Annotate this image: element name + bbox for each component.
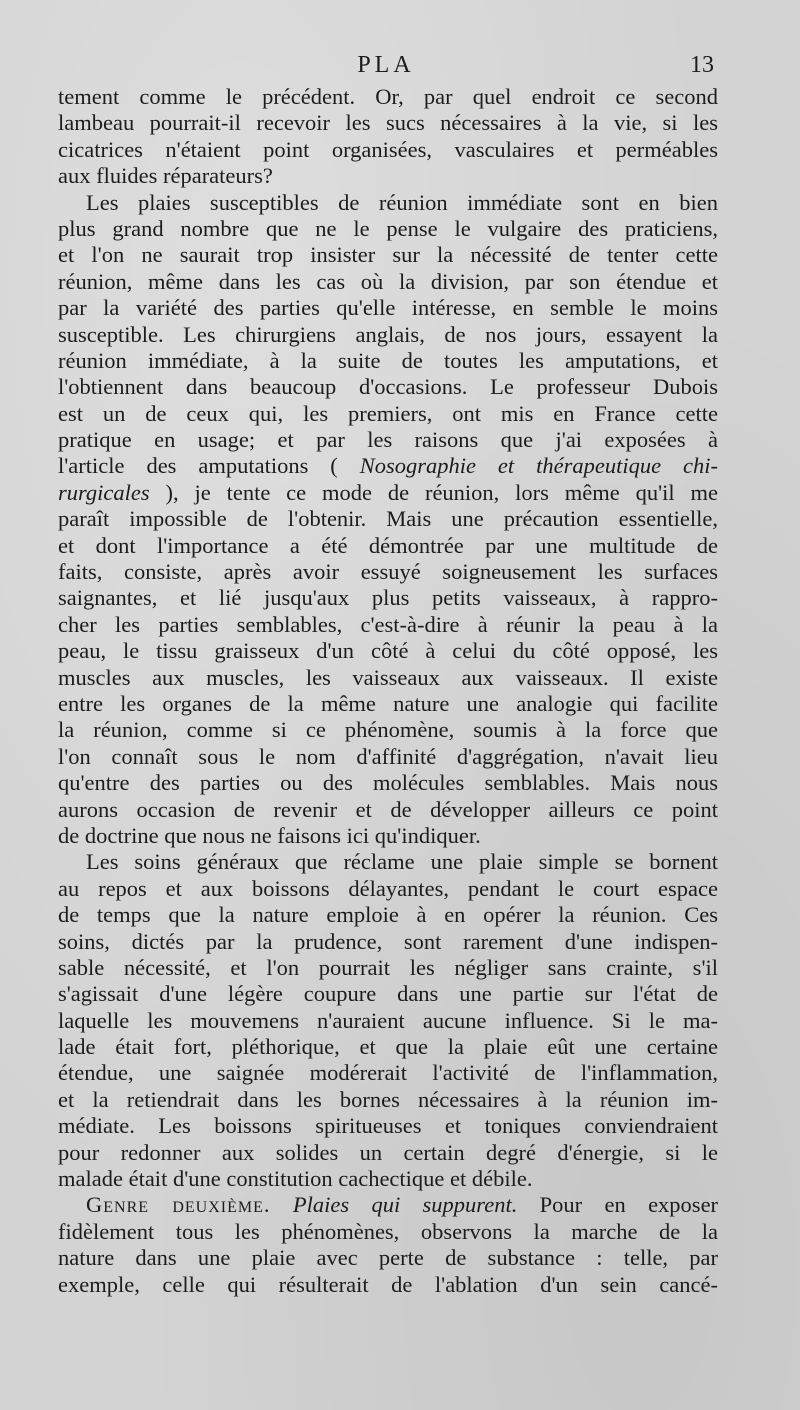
text-line: et l'on ne saurait trop insister sur la nécessité de tenter cette — [58, 242, 718, 268]
text-line: médiate. Les boissons spiritueuses et toniques conviendraient — [58, 1113, 718, 1139]
text-line: cher les parties semblables, c'est-à-dire à réunir la peau à la — [58, 611, 718, 637]
text-line: l'article des amputations ( Nosographie et thérapeutique chi- — [58, 453, 718, 479]
text-line: exemple, celle qui résulterait de l'ablation d'un sein cancé- — [58, 1271, 718, 1297]
paragraph-start-line: Les plaies susceptibles de réunion immédiate sont en bien — [86, 189, 718, 215]
text-line: lambeau pourrait-il recevoir les sucs nécessaires à la vie, si les — [58, 110, 718, 136]
text-line: et dont l'importance a été démontrée par une multitude de — [58, 532, 718, 558]
text-line: muscles aux muscles, les vaisseaux aux vaisseaux. Il existe — [58, 664, 718, 690]
text-line: par la variété des parties qu'elle intéresse, en semble le moins — [58, 295, 718, 321]
text-line: tement comme le précédent. Or, par quel endroit ce second — [58, 84, 718, 109]
text-line: lade était fort, pléthorique, et que la plaie eût une certaine — [58, 1034, 718, 1060]
text-line: paraît impossible de l'obtenir. Mais une précaution essentielle, — [58, 506, 718, 532]
text-line: fidèlement tous les phénomènes, observons la marche de la — [58, 1218, 718, 1244]
text-line: de temps que la nature emploie à en opérer la réunion. Ces — [58, 902, 718, 928]
text-line: cicatrices n'étaient point organisées, vasculaires et perméables — [58, 136, 718, 162]
section-heading-line: Genre deuxième. Plaies qui suppurent. Pour en exposer — [86, 1192, 718, 1218]
text-line: susceptible. Les chirurgiens anglais, de nos jours, essayent la — [58, 321, 718, 347]
text-line: est un de ceux qui, les premiers, ont mis en France cette — [58, 400, 718, 426]
paragraph-start-line: Les soins généraux que réclame une plaie simple se bornent — [86, 849, 718, 875]
text-line: soins, dictés par la prudence, sont rarement d'une indispen- — [58, 928, 718, 954]
body-text — [58, 84, 718, 1298]
running-head: PLA — [357, 52, 415, 78]
text-line: aux fluides réparateurs? — [58, 163, 273, 189]
section-title: Plaies qui suppurent. — [292, 1192, 518, 1218]
text-line: réunion immédiate, à la suite de toutes les amputations, et — [58, 347, 718, 373]
text-line: l'obtiennent dans beaucoup d'occasions. Le professeur Dubois — [58, 374, 718, 400]
text-line: l'on connaît sous le nom d'affinité d'aggrégation, n'avait lieu — [58, 743, 718, 769]
text-line: sable nécessité, et l'on pourrait les négliger sans crainte, s'il — [58, 954, 718, 980]
text-line: pour redonner aux solides un certain degré d'énergie, si le — [58, 1139, 718, 1165]
text-line: de doctrine que nous ne faisons ici qu'indiquer. — [58, 822, 481, 848]
text-line: aurons occasion de revenir et de développer ailleurs ce point — [58, 796, 718, 822]
text-line: au repos et aux boissons délayantes, pendant le court espace — [58, 875, 718, 901]
text-line: la réunion, comme si ce phénomène, soumis à la force que — [58, 717, 718, 743]
page-header — [58, 50, 714, 80]
text-line: étendue, une saignée modérerait l'activité de l'inflammation, — [58, 1060, 718, 1086]
page-number: 13 — [690, 52, 714, 78]
text-line: réunion, même dans les cas où la division, par son étendue et — [58, 268, 718, 294]
text-line: faits, consiste, après avoir essuyé soigneusement les surfaces — [58, 559, 718, 585]
text-line: plus grand nombre que ne le pense le vulgaire des praticiens, — [58, 215, 718, 241]
text-line: rurgicales ), je tente ce mode de réunion, lors même qu'il me — [58, 479, 718, 505]
italic-citation: Nosographie et thérapeutique chi- — [359, 453, 718, 479]
italic-citation: rurgicales — [58, 479, 150, 505]
section-label: Genre deuxième. — [86, 1192, 271, 1218]
text-line: laquelle les mouvemens n'auraient aucune influence. Si le ma- — [58, 1007, 718, 1033]
text-line: s'agissait d'une légère coupure dans une partie sur l'état de — [58, 981, 718, 1007]
text-line: et la retiendrait dans les bornes nécessaires à la réunion im- — [58, 1086, 718, 1112]
text-line: pratique en usage; et par les raisons que j'ai exposées à — [58, 427, 718, 453]
text-line: entre les organes de la même nature une analogie qui facilite — [58, 690, 718, 716]
text-line: malade était d'une constitution cachectique et débile. — [58, 1166, 533, 1192]
text-line: qu'entre des parties ou des molécules semblables. Mais nous — [58, 770, 718, 796]
text-line: peau, le tissu graisseux d'un côté à celui du côté opposé, les — [58, 638, 718, 664]
text-line: saignantes, et lié jusqu'aux plus petits vaisseaux, à rappro- — [58, 585, 718, 611]
text-line: nature dans une plaie avec perte de substance : telle, par — [58, 1245, 718, 1271]
